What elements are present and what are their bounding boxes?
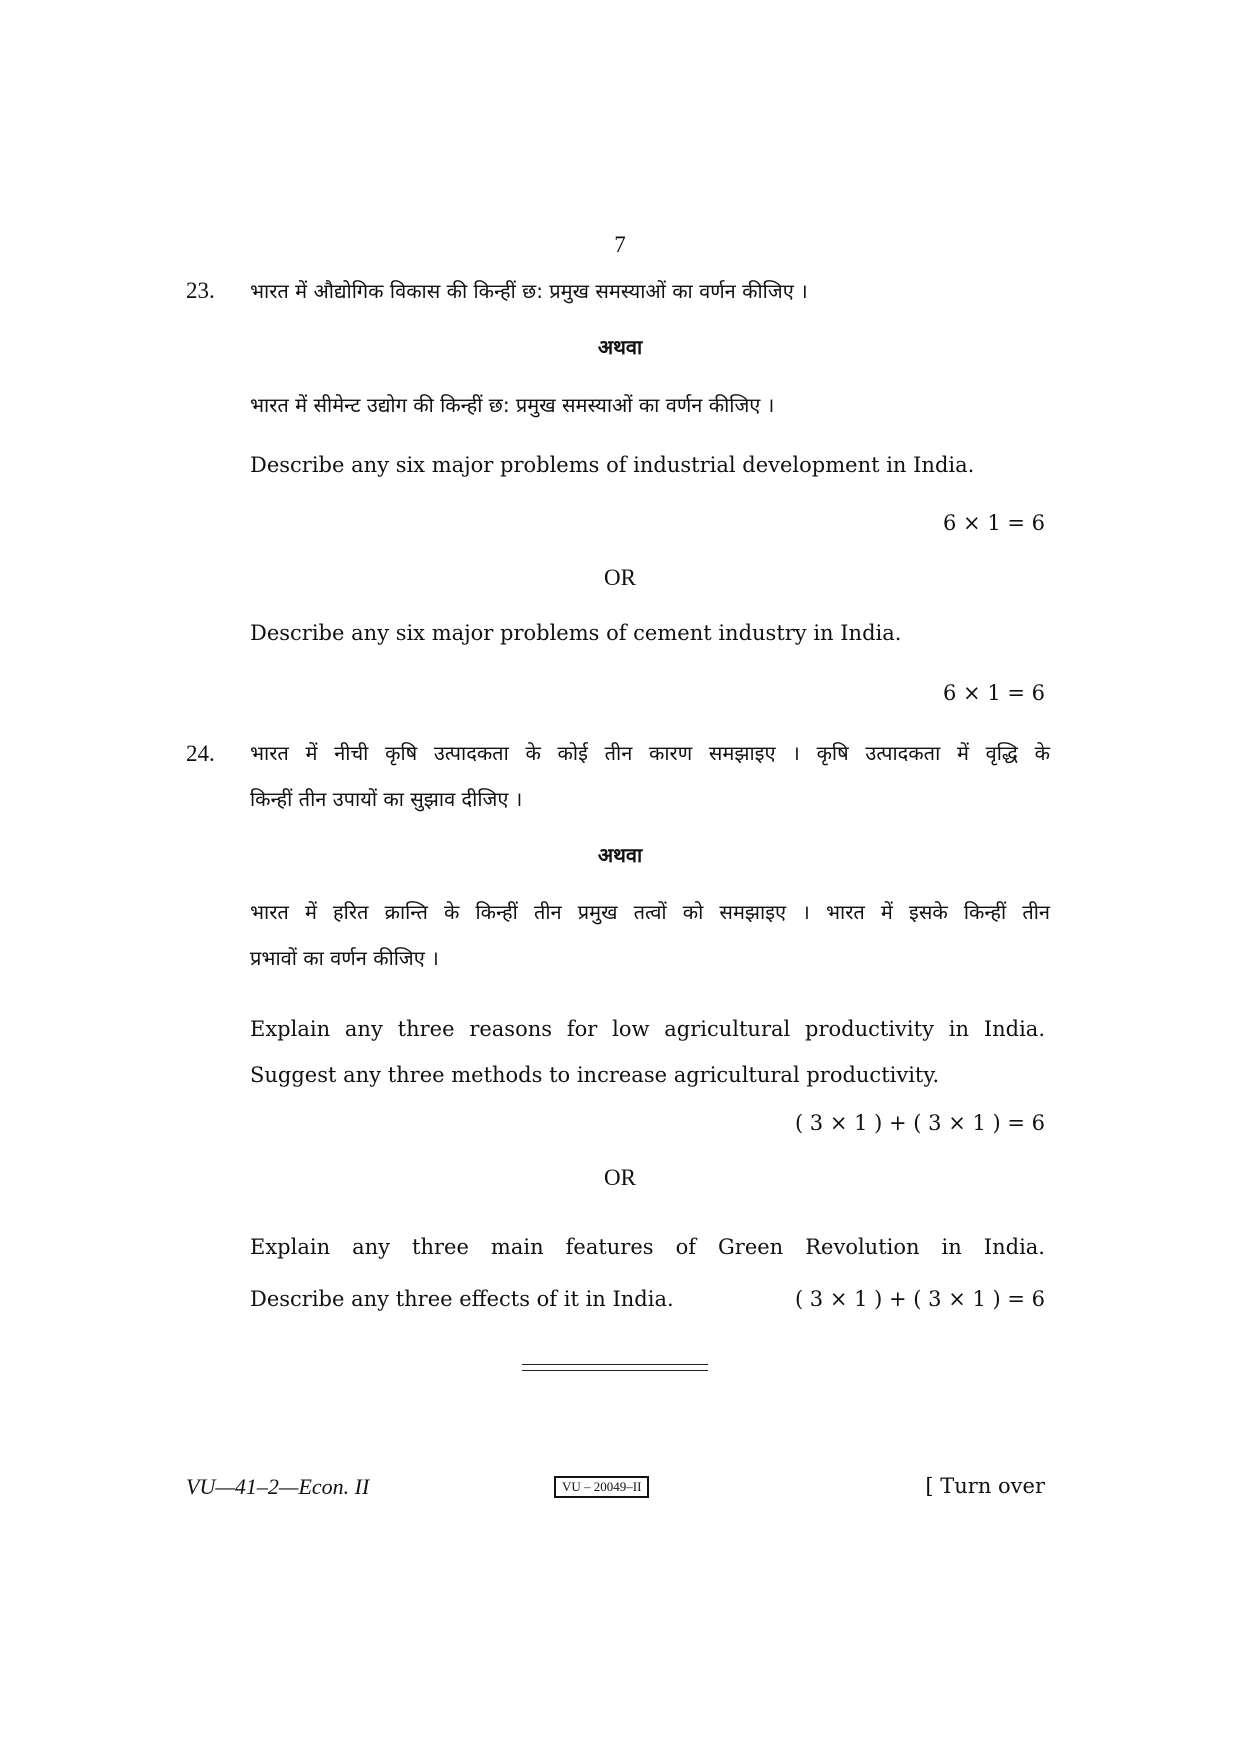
- q24-athwa: अथवा: [597, 843, 643, 867]
- q23-marks-main: 6 × 1 = 6: [943, 511, 1045, 535]
- q24-hindi-alt: [250, 889, 1050, 981]
- question-number-24: 24.: [186, 741, 215, 766]
- q24-marks-alt: ( 3 × 1 ) + ( 3 × 1 ) = 6: [794, 1287, 1045, 1311]
- q24-english-alt-line1: Explain any three main features of Green Revolution in India.: [250, 1235, 1045, 1259]
- end-rule-bottom: [522, 1370, 708, 1371]
- question-number-23: 23.: [186, 278, 215, 303]
- q24-english-main: [250, 1006, 1045, 1098]
- end-rule-top: [522, 1364, 708, 1365]
- q24-hindi-main: [250, 730, 1050, 822]
- q24-marks-main: ( 3 × 1 ) + ( 3 × 1 ) = 6: [794, 1111, 1045, 1135]
- q24-english-main-line1: Explain any three reasons for low agricultural productivity in India.: [250, 1017, 1045, 1041]
- q23-athwa: अथवा: [597, 335, 643, 359]
- q23-or: OR: [604, 565, 636, 590]
- q24-hindi-alt-line1: भारत में हरित क्रान्ति के किन्हीं तीन प्रमुख तत्वों को समझाइए । भारत में इसके किन्हीं तीन: [250, 900, 1050, 924]
- q23-hindi-main: भारत में औद्योगिक विकास की किन्हीं छ: प्रमुख समस्याओं का वर्णन कीजिए ।: [250, 279, 808, 303]
- q24-english-main-line2: Suggest any three methods to increase agricultural productivity.: [250, 1063, 940, 1087]
- q23-english-main: Describe any six major problems of industrial development in India.: [250, 453, 975, 477]
- q24-or: OR: [604, 1165, 636, 1190]
- footer-paper-code: VU—41–2—Econ. II: [186, 1474, 370, 1499]
- q24-hindi-main-line1: भारत में नीची कृषि उत्पादकता के कोई तीन कारण समझाइए । कृषि उत्पादकता में वृद्धि के: [250, 741, 1050, 765]
- page-number: 7: [614, 232, 626, 257]
- q23-marks-alt: 6 × 1 = 6: [943, 681, 1045, 705]
- q23-english-alt: Describe any six major problems of cement industry in India.: [250, 621, 902, 645]
- q24-hindi-alt-line2: प्रभावों का वर्णन कीजिए ।: [250, 946, 439, 970]
- footer-box-code: VU – 20049–II: [554, 1476, 649, 1498]
- q24-english-alt-line2: Describe any three effects of it in India.: [250, 1287, 674, 1311]
- footer-turn-over: [ Turn over: [925, 1474, 1045, 1498]
- q24-hindi-main-line2: किन्हीं तीन उपायों का सुझाव दीजिए ।: [250, 787, 523, 811]
- q23-hindi-alt: भारत में सीमेन्ट उद्योग की किन्हीं छ: प्रमुख समस्याओं का वर्णन कीजिए ।: [250, 393, 775, 417]
